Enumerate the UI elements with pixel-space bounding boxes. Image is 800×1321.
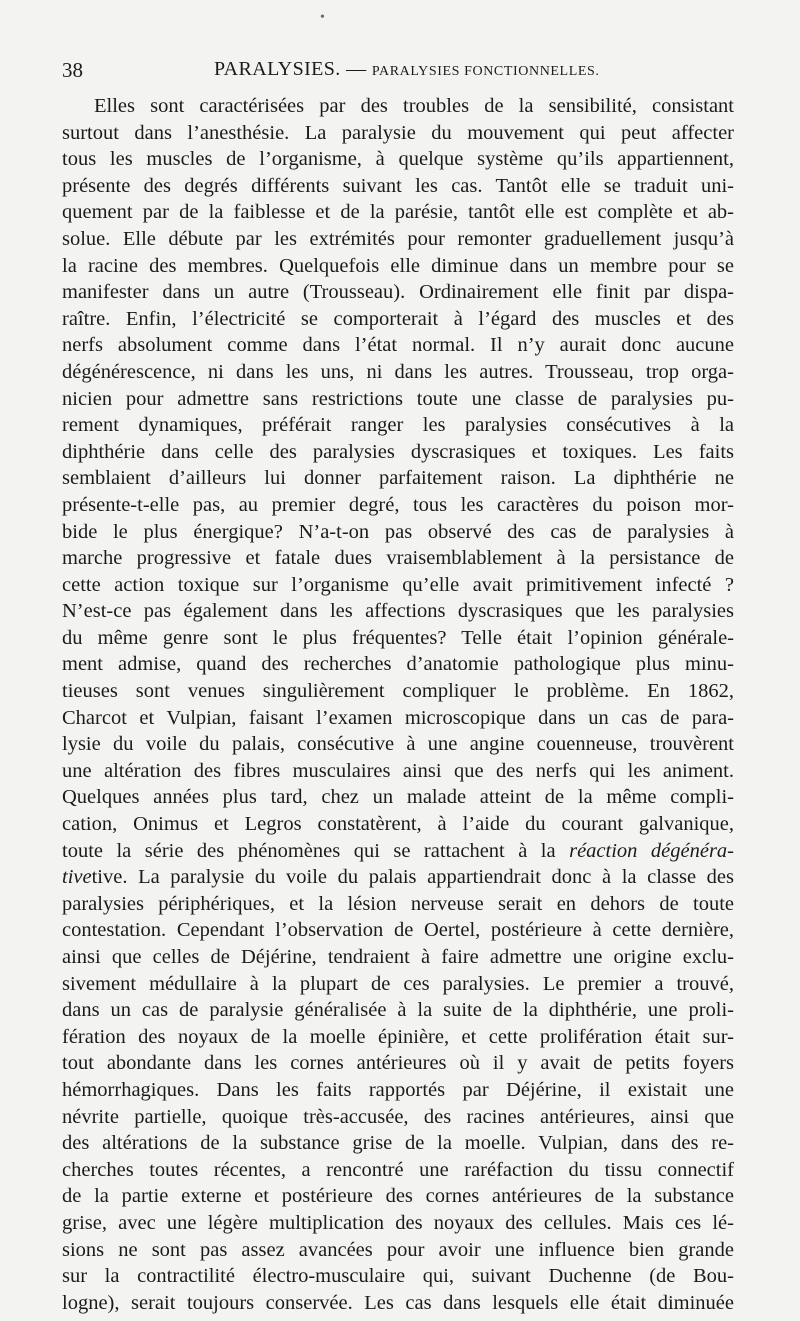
italic-term: tive	[62, 866, 92, 889]
text-line: N’est-ce pas également dans les affections dyscrasiques que les paralysies	[62, 600, 734, 623]
text-line: ainsi que celles de Déjérine, tendraient à faire admettre une origine exclu-	[62, 946, 734, 968]
text-line: semblaient d’ailleurs lui donner parfaitement raison. La diphthérie ne	[62, 467, 734, 490]
text-line: contestation. Cependant l’observation de Oertel, postérieure à cette dernière,	[62, 919, 734, 942]
text-line: Quelques années plus tard, chez un malade atteint de la même compli-	[62, 786, 734, 809]
text-line: présente des degrés différents suivant les cas. Tantôt elle se traduit uni-	[62, 174, 734, 197]
text-line: cherches toutes récentes, a rencontré une raréfaction du tissu connectif	[62, 1158, 734, 1181]
text-line: raître. Enfin, l’électricité se comporterait à l’égard des muscles et des	[62, 307, 734, 330]
body-paragraph	[62, 93, 734, 1316]
text-line: la racine des membres. Quelquefois elle diminue dans un membre pour se	[62, 254, 734, 277]
text-line: paralysies périphériques, et la lésion nerveuse serait en dehors de toute	[62, 892, 734, 915]
text-line: Elles sont caractérisées par des troubles de la sensibilité, consistant	[94, 95, 734, 117]
text-line: bide le plus énergique? N’a-t-on pas observé des cas de paralysies à	[62, 520, 734, 543]
text-line: nicien pour admettre sans restrictions toute une classe de paralysies pu-	[62, 387, 734, 410]
text-line: cation, Onimus et Legros constatèrent, à l’aide du courant galvanique,	[62, 813, 734, 836]
text-line: dégénérescence, ni dans les uns, ni dans les autres. Trousseau, trop orga-	[62, 360, 734, 383]
text-line: fération des noyaux de la moelle épinière, et cette prolifération était sur-	[62, 1025, 734, 1048]
text-line: dans un cas de paralysie généralisée à la suite de la diphthérie, une proli-	[62, 999, 734, 1022]
text-line: surtout dans l’anesthésie. La paralysie du mouvement qui peut affecter	[62, 121, 734, 144]
text-line: présente-t-elle pas, au premier degré, tous les caractères du poison mor-	[62, 493, 734, 516]
text-line: névrite partielle, quoique très-accusée, des racines antérieures, ainsi que	[62, 1105, 734, 1128]
text-line: hémorrhagiques. Dans les faits rapportés par Déjérine, il existait une	[62, 1078, 734, 1101]
text-line: manifester dans un autre (Trousseau). Ordinairement elle finit par dispa-	[62, 281, 734, 304]
text-line: des altérations de la substance grise de la moelle. Vulpian, dans des re-	[62, 1132, 734, 1155]
italic-term: réaction dégénéra-	[569, 839, 734, 862]
running-head	[62, 58, 760, 84]
text-line-with-italic	[62, 838, 734, 865]
running-title-dash: —	[340, 58, 372, 80]
text-line: tous les muscles de l’organisme, à quelque système qu’ils appartiennent,	[62, 148, 734, 171]
running-title	[214, 58, 600, 81]
text-line: solue. Elle débute par les extrémités pour remonter graduellement jusqu’à	[62, 227, 734, 250]
text-line: ment admise, quand des recherches d’anatomie pathologique plus minu-	[62, 653, 734, 676]
text-line: logne), serait toujours conservée. Les cas dans lesquels elle était diminuée	[62, 1291, 734, 1314]
text-line: sions ne sont pas assez avancées pour avoir une influence bien grande	[62, 1238, 734, 1261]
text-line: cette action toxique sur l’organisme qu’elle avait primitivement infecté ?	[62, 573, 734, 596]
text-line: Charcot et Vulpian, faisant l’examen microscopique dans un cas de para-	[62, 706, 734, 729]
text-line: tieuses sont venues singulièrement compliquer le problème. En 1862,	[62, 680, 734, 703]
text-line: quement par de la faiblesse et de la parésie, tantôt elle est complète et ab-	[62, 201, 734, 224]
text-line: du même genre sont le plus fréquentes? Telle était l’opinion générale-	[62, 626, 734, 649]
text-line: tout abondante dans les cornes antérieures où il y avait de petits foyers	[62, 1052, 734, 1075]
text-line: grise, avec une légère multiplication des noyaux des cellules. Mais ces lé-	[62, 1211, 734, 1234]
text-line-segment: toute la série des phénomènes qui se rattachent à la	[62, 839, 570, 862]
text-line: une altération des fibres musculaires ainsi que des nerfs qui les animent.	[62, 759, 734, 782]
page-number: 38	[62, 58, 83, 82]
running-title-main: PARALYSIES.	[214, 58, 341, 80]
text-line: rement dynamiques, préférait ranger les paralysies consécutives à la	[62, 414, 734, 437]
text-line: diphthérie dans celle des paralysies dyscrasiques et toxiques. Les faits	[62, 440, 734, 463]
text-line: lysie du voile du palais, consécutive à une angine couenneuse, trouvèrent	[62, 733, 734, 756]
text-line: marche progressive et fatale dues vraisemblablement à la persistance de	[62, 547, 734, 570]
text-line: de la partie externe et postérieure des cornes antérieures de la substance	[62, 1185, 734, 1208]
text-line: nerfs absolument comme dans l’état normal. Il n’y aurait donc aucune	[62, 334, 734, 357]
text-line-segment: tive. La paralysie du voile du palais appartiendrait donc à la classe des	[91, 866, 734, 889]
text-line: sur la contractilité électro-musculaire qui, suivant Duchenne (de Bou-	[62, 1265, 734, 1288]
running-title-subtitle: PARALYSIES FONCTIONNELLES.	[371, 64, 600, 79]
text-line: sivement médullaire à la plupart de ces paralysies. Le premier a trouvé,	[62, 972, 734, 995]
text-line-with-italic	[62, 864, 734, 891]
page-mark: •	[320, 10, 325, 25]
